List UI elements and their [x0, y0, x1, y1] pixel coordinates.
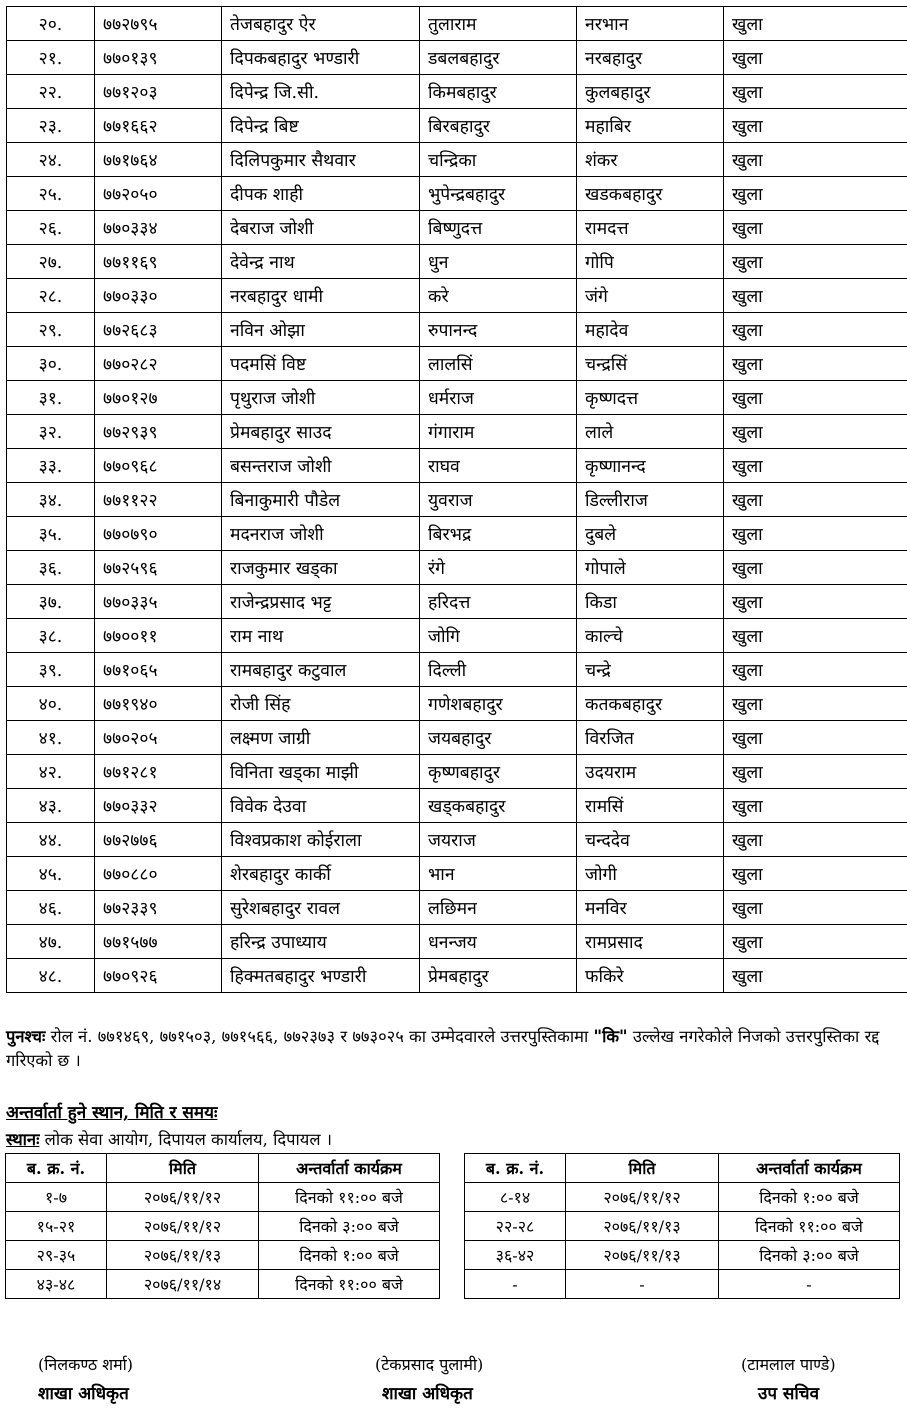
result-row — [7, 177, 907, 211]
serial-cell: ४६. — [7, 891, 95, 925]
serial-cell: ४४. — [7, 823, 95, 857]
serial-cell: २३. — [7, 109, 95, 143]
father-name-cell: तुलाराम — [420, 7, 577, 41]
father-name-cell: बिरबहादुर — [420, 109, 577, 143]
result-row — [7, 585, 907, 619]
note-text-before: रोल नं. ७७१४६९, ७७१५०३, ७७१५६६, ७७२३७३ र ७७३०२५ का उम्मेदवारले उत्तरपुस्तिकामा — [45, 1027, 594, 1046]
grandfather-name-cell: चन्द्रसिं — [577, 347, 724, 381]
roll-number-cell: ७७०२०५ — [95, 721, 222, 755]
roll-number-cell: ७७१०६५ — [95, 653, 222, 687]
father-name-cell: चन्द्रिका — [420, 143, 577, 177]
grandfather-name-cell: खडकबहादुर — [577, 177, 724, 211]
father-name-cell: धुन — [420, 245, 577, 279]
schedule-date-cell: २०७६/११/१२ — [107, 1212, 259, 1241]
schedule-right-body — [465, 1183, 900, 1299]
schedule-roll-range-cell: १५-२१ — [6, 1212, 107, 1241]
candidate-name-cell: विश्वप्रकाश कोईराला — [222, 823, 420, 857]
schedule-heading: अन्तर्वार्ता हुने स्थान, मिति र समयः — [6, 1103, 218, 1123]
schedule-roll-range-cell: ४३-४८ — [6, 1270, 107, 1299]
father-name-cell: राघव — [420, 449, 577, 483]
schedule-time-cell: - — [719, 1270, 900, 1299]
schedule-row — [6, 1270, 440, 1299]
serial-cell: २९. — [7, 313, 95, 347]
schedule-time-cell: दिनको ३:०० बजे — [719, 1241, 900, 1270]
grandfather-name-cell: जंगे — [577, 279, 724, 313]
serial-cell: ३२. — [7, 415, 95, 449]
serial-cell: २५. — [7, 177, 95, 211]
result-row — [7, 483, 907, 517]
serial-cell: २२. — [7, 75, 95, 109]
schedule-date-cell: २०७६/११/१२ — [566, 1183, 719, 1212]
grandfather-name-cell: लाले — [577, 415, 724, 449]
result-row — [7, 143, 907, 177]
roll-number-cell: ७७१२०३ — [95, 75, 222, 109]
result-row — [7, 381, 907, 415]
candidate-name-cell: देबराज जोशी — [222, 211, 420, 245]
candidate-name-cell: राम नाथ — [222, 619, 420, 653]
schedule-date-cell: २०७६/११/१३ — [566, 1241, 719, 1270]
grandfather-name-cell: विरजित — [577, 721, 724, 755]
serial-cell: ३७. — [7, 585, 95, 619]
results-table-body — [7, 7, 907, 993]
result-row — [7, 687, 907, 721]
serial-cell: ३५. — [7, 517, 95, 551]
serial-cell: २८. — [7, 279, 95, 313]
father-name-cell: खड्कबहादुर — [420, 789, 577, 823]
candidate-name-cell: बिनाकुमारी पौडेल — [222, 483, 420, 517]
category-cell: खुला — [724, 347, 907, 381]
result-row — [7, 41, 907, 75]
note-label: पुनश्चः — [6, 1027, 46, 1046]
schedule-time-cell: दिनको ११:०० बजे — [719, 1212, 900, 1241]
category-cell: खुला — [724, 755, 907, 789]
serial-cell: ३९. — [7, 653, 95, 687]
roll-number-cell: ७७२०५० — [95, 177, 222, 211]
result-row — [7, 7, 907, 41]
grandfather-name-cell: कतकबहादुर — [577, 687, 724, 721]
serial-cell: २०. — [7, 7, 95, 41]
candidate-name-cell: राजेन्द्रप्रसाद भट्ट — [222, 585, 420, 619]
grandfather-name-cell: चन्ददेव — [577, 823, 724, 857]
roll-number-cell: ७७१६६२ — [95, 109, 222, 143]
father-name-cell: जोगि — [420, 619, 577, 653]
result-row — [7, 313, 907, 347]
roll-number-cell: ७७०१३९ — [95, 41, 222, 75]
father-name-cell: रुपानन्द — [420, 313, 577, 347]
grandfather-name-cell: कृष्णानन्द — [577, 449, 724, 483]
roll-number-cell: ७७२५९६ — [95, 551, 222, 585]
father-name-cell: युवराज — [420, 483, 577, 517]
serial-cell: ४२. — [7, 755, 95, 789]
candidate-name-cell: विवेक देउवा — [222, 789, 420, 823]
schedule-roll-range-cell: - — [465, 1270, 566, 1299]
candidate-name-cell: बसन्तराज जोशी — [222, 449, 420, 483]
category-cell: खुला — [724, 789, 907, 823]
result-row — [7, 619, 907, 653]
venue-text: लोक सेवा आयोग, दिपायल कार्यालय, दिपायल । — [39, 1130, 333, 1149]
father-name-cell: भान — [420, 857, 577, 891]
category-cell: खुला — [724, 109, 907, 143]
candidate-name-cell: विनिता खड्का माझी — [222, 755, 420, 789]
roll-number-cell: ७७०३३२ — [95, 789, 222, 823]
category-cell: खुला — [724, 823, 907, 857]
schedule-time-cell: दिनको ३:०० बजे — [259, 1212, 440, 1241]
roll-number-cell: ७७०३३५ — [95, 585, 222, 619]
grandfather-name-cell: गोपाले — [577, 551, 724, 585]
schedule-row — [465, 1183, 900, 1212]
candidate-name-cell: पदमसिं विष्ट — [222, 347, 420, 381]
category-cell: खुला — [724, 619, 907, 653]
candidate-name-cell: लक्ष्मण जाग्री — [222, 721, 420, 755]
result-row — [7, 925, 907, 959]
result-row — [7, 211, 907, 245]
father-name-cell: गणेशबहादुर — [420, 687, 577, 721]
serial-cell: ३४. — [7, 483, 95, 517]
signatory-2-title: शाखा अधिकृत — [382, 1384, 473, 1404]
category-cell: खुला — [724, 41, 907, 75]
schedule-header-row — [465, 1154, 900, 1183]
roll-number-cell: ७७०३३० — [95, 279, 222, 313]
father-name-cell: कृष्णबहादुर — [420, 755, 577, 789]
category-cell: खुला — [724, 313, 907, 347]
roll-number-cell: ७७०९६८ — [95, 449, 222, 483]
result-row — [7, 823, 907, 857]
candidate-name-cell: मदनराज जोशी — [222, 517, 420, 551]
candidate-name-cell: दीपक शाही — [222, 177, 420, 211]
roll-number-cell: ७७०२८२ — [95, 347, 222, 381]
candidate-name-cell: तेजबहादुर ऐर — [222, 7, 420, 41]
schedule-date-cell: २०७६/११/१३ — [107, 1241, 259, 1270]
father-name-cell: लछिमन — [420, 891, 577, 925]
category-cell: खुला — [724, 483, 907, 517]
serial-cell: ४५. — [7, 857, 95, 891]
candidate-name-cell: दिलिपकुमार सैथवार — [222, 143, 420, 177]
category-cell: खुला — [724, 381, 907, 415]
category-cell: खुला — [724, 415, 907, 449]
serial-cell: ४७. — [7, 925, 95, 959]
grandfather-name-cell: नरबहादुर — [577, 41, 724, 75]
candidate-name-cell: नरबहादुर धामी — [222, 279, 420, 313]
father-name-cell: डबलबहादुर — [420, 41, 577, 75]
grandfather-name-cell: रामसिं — [577, 789, 724, 823]
roll-number-cell: ७७२६८३ — [95, 313, 222, 347]
category-cell: खुला — [724, 7, 907, 41]
schedule-roll-range-cell: १-७ — [6, 1183, 107, 1212]
candidate-name-cell: हरिन्द्र उपाध्याय — [222, 925, 420, 959]
grandfather-name-cell: जोगी — [577, 857, 724, 891]
roll-number-cell: ७७११२२ — [95, 483, 222, 517]
serial-cell: ४८. — [7, 959, 95, 993]
father-name-cell: गंगाराम — [420, 415, 577, 449]
result-row — [7, 415, 907, 449]
category-cell: खुला — [724, 857, 907, 891]
serial-cell: ३१. — [7, 381, 95, 415]
serial-cell: ३३. — [7, 449, 95, 483]
roll-number-cell: ७७०३३४ — [95, 211, 222, 245]
schedule-header-date: मिति — [107, 1154, 259, 1183]
schedule-time-cell: दिनको ११:०० बजे — [259, 1183, 440, 1212]
serial-cell: २६. — [7, 211, 95, 245]
candidate-name-cell: प्रेमबहादुर साउद — [222, 415, 420, 449]
category-cell: खुला — [724, 925, 907, 959]
serial-cell: २७. — [7, 245, 95, 279]
schedule-table-right — [464, 1153, 900, 1299]
schedule-header-date: मिति — [566, 1154, 719, 1183]
roll-number-cell: ७७१९४० — [95, 687, 222, 721]
schedule-row — [6, 1212, 440, 1241]
result-row — [7, 857, 907, 891]
roll-number-cell: ७७२९३९ — [95, 415, 222, 449]
grandfather-name-cell: चन्द्रे — [577, 653, 724, 687]
schedule-table-left — [5, 1153, 440, 1299]
result-row — [7, 721, 907, 755]
schedule-row — [6, 1183, 440, 1212]
result-row — [7, 551, 907, 585]
father-name-cell: बिरभद्र — [420, 517, 577, 551]
grandfather-name-cell: कुलबहादुर — [577, 75, 724, 109]
roll-number-cell: ७७२७७६ — [95, 823, 222, 857]
father-name-cell: धर्मराज — [420, 381, 577, 415]
signatory-1-title: शाखा अधिकृत — [38, 1384, 129, 1404]
schedule-date-cell: २०७६/११/१२ — [107, 1183, 259, 1212]
schedule-roll-range-cell: ३६-४२ — [465, 1241, 566, 1270]
result-row — [7, 959, 907, 993]
serial-cell: ३६. — [7, 551, 95, 585]
serial-cell: ४१. — [7, 721, 95, 755]
candidate-name-cell: दिपेन्द्र जि.सी. — [222, 75, 420, 109]
note-text-after: उल्लेख नगरेकोले निजको उत्तरपुस्तिका रद्द गरिएको छ । — [6, 1027, 880, 1070]
roll-number-cell: ७७१५७७ — [95, 925, 222, 959]
schedule-row — [465, 1212, 900, 1241]
results-table — [6, 6, 907, 993]
grandfather-name-cell: दुबले — [577, 517, 724, 551]
category-cell: खुला — [724, 279, 907, 313]
father-name-cell: हरिदत्त — [420, 585, 577, 619]
schedule-time-cell: दिनको १:०० बजे — [719, 1183, 900, 1212]
father-name-cell: करे — [420, 279, 577, 313]
category-cell: खुला — [724, 721, 907, 755]
category-cell: खुला — [724, 517, 907, 551]
grandfather-name-cell: किडा — [577, 585, 724, 619]
serial-cell: ४३. — [7, 789, 95, 823]
venue-line — [6, 1127, 332, 1150]
grandfather-name-cell: डिल्लीराज — [577, 483, 724, 517]
signatory-1-name: (निलकण्ठ शर्मा) — [38, 1355, 134, 1374]
schedule-header-row — [6, 1154, 440, 1183]
father-name-cell: जयबहादुर — [420, 721, 577, 755]
candidate-name-cell: हिक्मतबहादुर भण्डारी — [222, 959, 420, 993]
schedule-left-body — [6, 1183, 440, 1299]
father-name-cell: भुपेन्द्रबहादुर — [420, 177, 577, 211]
father-name-cell: बिष्णुदत्त — [420, 211, 577, 245]
result-row — [7, 653, 907, 687]
roll-number-cell: ७७११६९ — [95, 245, 222, 279]
schedule-date-cell: - — [566, 1270, 719, 1299]
father-name-cell: जयराज — [420, 823, 577, 857]
candidate-name-cell: राजकुमार खड्का — [222, 551, 420, 585]
roll-number-cell: ७७००११ — [95, 619, 222, 653]
category-cell: खुला — [724, 551, 907, 585]
schedule-header-program: अन्तर्वार्ता कार्यक्रम — [259, 1154, 440, 1183]
serial-cell: २१. — [7, 41, 95, 75]
result-row — [7, 789, 907, 823]
grandfather-name-cell: कृष्णदत्त — [577, 381, 724, 415]
schedule-header-roll: ब. क्र. नं. — [6, 1154, 107, 1183]
father-name-cell: धनन्जय — [420, 925, 577, 959]
category-cell: खुला — [724, 177, 907, 211]
father-name-cell: प्रेमबहादुर — [420, 959, 577, 993]
category-cell: खुला — [724, 959, 907, 993]
roll-number-cell: ७७०७९० — [95, 517, 222, 551]
roll-number-cell: ७७२७९५ — [95, 7, 222, 41]
candidate-name-cell: नविन ओझा — [222, 313, 420, 347]
schedule-row — [6, 1241, 440, 1270]
serial-cell: ३८. — [7, 619, 95, 653]
result-row — [7, 75, 907, 109]
grandfather-name-cell: उदयराम — [577, 755, 724, 789]
candidate-name-cell: रामबहादुर कटुवाल — [222, 653, 420, 687]
grandfather-name-cell: काल्चे — [577, 619, 724, 653]
serial-cell: २४. — [7, 143, 95, 177]
schedule-roll-range-cell: २२-२८ — [465, 1212, 566, 1241]
note-paragraph — [6, 1025, 906, 1073]
result-row — [7, 517, 907, 551]
grandfather-name-cell: गोपि — [577, 245, 724, 279]
result-row — [7, 109, 907, 143]
candidate-name-cell: रोजी सिंह — [222, 687, 420, 721]
schedule-header-roll: ब. क्र. नं. — [465, 1154, 566, 1183]
schedule-roll-range-cell: २९-३५ — [6, 1241, 107, 1270]
category-cell: खुला — [724, 75, 907, 109]
candidate-name-cell: दिपकबहादुर भण्डारी — [222, 41, 420, 75]
grandfather-name-cell: शंकर — [577, 143, 724, 177]
result-row — [7, 347, 907, 381]
roll-number-cell: ७७१७६४ — [95, 143, 222, 177]
schedule-roll-range-cell: ८-१४ — [465, 1183, 566, 1212]
category-cell: खुला — [724, 687, 907, 721]
result-row — [7, 755, 907, 789]
result-row — [7, 245, 907, 279]
serial-cell: ४०. — [7, 687, 95, 721]
grandfather-name-cell: फकिरे — [577, 959, 724, 993]
grandfather-name-cell: महाबिर — [577, 109, 724, 143]
category-cell: खुला — [724, 143, 907, 177]
schedule-time-cell: दिनको १:०० बजे — [259, 1241, 440, 1270]
father-name-cell: लालसिं — [420, 347, 577, 381]
signatory-3-title: उप सचिव — [758, 1384, 820, 1404]
category-cell: खुला — [724, 211, 907, 245]
father-name-cell: रंगे — [420, 551, 577, 585]
roll-number-cell: ७७१२८१ — [95, 755, 222, 789]
category-cell: खुला — [724, 653, 907, 687]
category-cell: खुला — [724, 585, 907, 619]
father-name-cell: दिल्ली — [420, 653, 577, 687]
result-row — [7, 891, 907, 925]
serial-cell: ३०. — [7, 347, 95, 381]
roll-number-cell: ७७०८८० — [95, 857, 222, 891]
grandfather-name-cell: नरभान — [577, 7, 724, 41]
signatory-2-name: (टेकप्रसाद पुलामी) — [375, 1355, 484, 1374]
category-cell: खुला — [724, 245, 907, 279]
result-row — [7, 449, 907, 483]
grandfather-name-cell: मनविर — [577, 891, 724, 925]
schedule-header-program: अन्तर्वार्ता कार्यक्रम — [719, 1154, 900, 1183]
result-row — [7, 279, 907, 313]
father-name-cell: किमबहादुर — [420, 75, 577, 109]
schedule-date-cell: २०७६/११/१३ — [566, 1212, 719, 1241]
candidate-name-cell: सुरेशबहादुर रावल — [222, 891, 420, 925]
candidate-name-cell: देवेन्द्र नाथ — [222, 245, 420, 279]
note-emphasis: "कि" — [593, 1027, 628, 1046]
grandfather-name-cell: रामदत्त — [577, 211, 724, 245]
venue-label: स्थानः — [6, 1130, 40, 1149]
grandfather-name-cell: रामप्रसाद — [577, 925, 724, 959]
category-cell: खुला — [724, 449, 907, 483]
schedule-time-cell: दिनको ११:०० बजे — [259, 1270, 440, 1299]
grandfather-name-cell: महादेव — [577, 313, 724, 347]
signatory-3-name: (टामलाल पाण्डे) — [741, 1355, 836, 1374]
candidate-name-cell: पृथुराज जोशी — [222, 381, 420, 415]
schedule-date-cell: २०७६/११/१४ — [107, 1270, 259, 1299]
roll-number-cell: ७७०१२७ — [95, 381, 222, 415]
schedule-row — [465, 1241, 900, 1270]
schedule-row — [465, 1270, 900, 1299]
roll-number-cell: ७७०९२६ — [95, 959, 222, 993]
candidate-name-cell: दिपेन्द्र बिष्ट — [222, 109, 420, 143]
category-cell: खुला — [724, 891, 907, 925]
roll-number-cell: ७७२३३९ — [95, 891, 222, 925]
candidate-name-cell: शेरबहादुर कार्की — [222, 857, 420, 891]
